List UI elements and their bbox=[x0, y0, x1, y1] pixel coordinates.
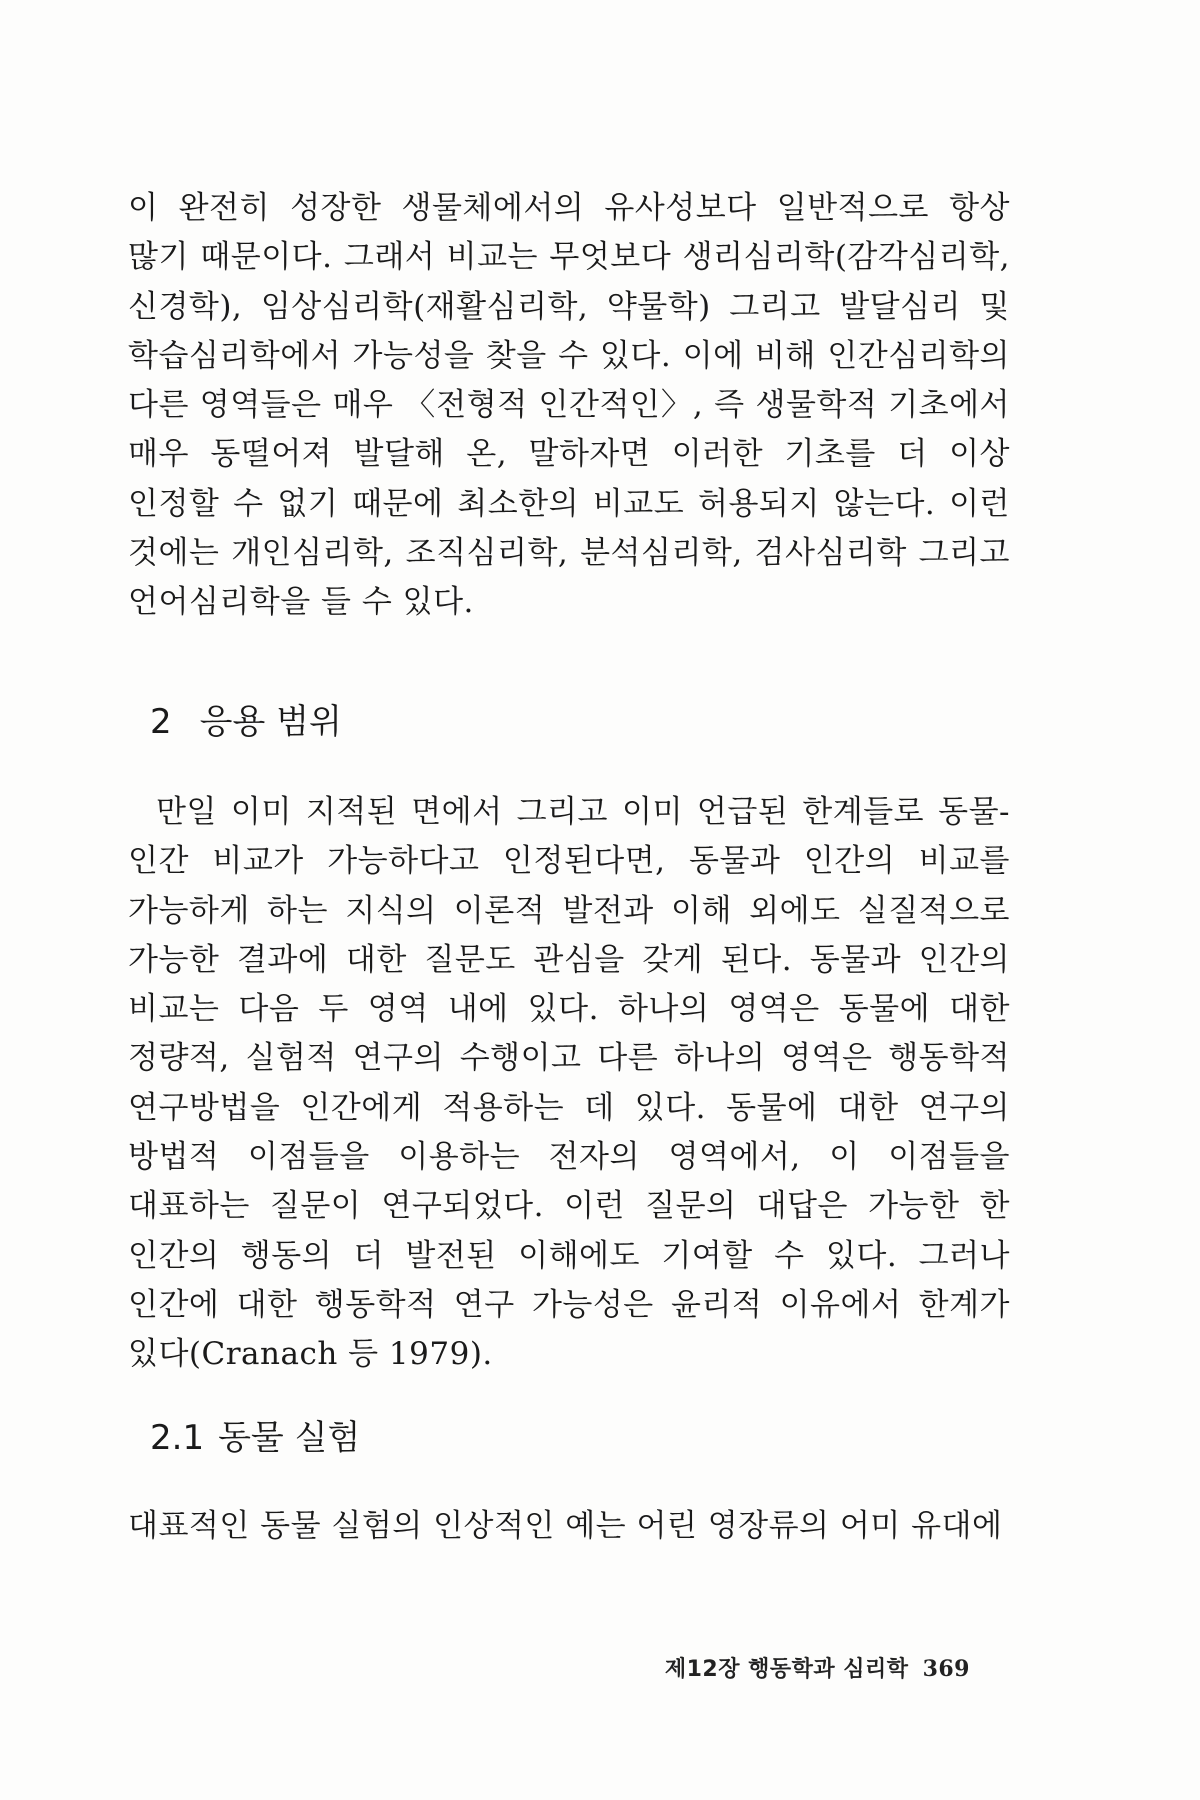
subsection-number: 2.1 bbox=[150, 1418, 205, 1458]
body-paragraph: 대표적인 동물 실험의 인상적인 예는 어린 영장류의 어미 유대에 bbox=[128, 1508, 1003, 1544]
page-footer bbox=[665, 1652, 970, 1683]
subsection-title: 동물 실험 bbox=[218, 1418, 361, 1458]
body-paragraph: 만일 이미 지적된 면에서 그리고 이미 언급된 한계들로 동물-인간 비교가 가능하다고 인정된다면, 동물과 인간의 비교를 가능하게 하는 지식의 이론적 발전과 이해 외에도 실질적으로 가능한 결과에 대한 질문도 관심을 갖게 된다. 동물과 인간의 비교는 다음 두 영역 내에 있다. 하나의 영역은 동물에 대한 정량적, 실험적 연구의 수행이고 다른 하나의 영역은 행동학적 연구방법을 인간에게 적용하는 데 있다. 동물에 대한 연구의 방법적 이점들을 이용하는 전자의 영역에서, 이 이점들을 대표하는 질문이 연구되었다. 이런 질문의 대답은 가능한 한 인간의 행동의 더 발전된 이해에도 기여할 수 있다. 그러나 인간에 대한 행동학적 연구 가능성은 윤리적 이유에서 한계가 있다(Cranach 등 1979). bbox=[128, 794, 1010, 1373]
section-number: 2 bbox=[150, 702, 172, 742]
subsection-heading bbox=[150, 1418, 360, 1458]
running-head: 제12장 행동학과 심리학 bbox=[664, 1657, 909, 1682]
page-number: 369 bbox=[922, 1656, 970, 1682]
section-heading bbox=[150, 702, 342, 742]
body-paragraph: 이 완전히 성장한 생물체에서의 유사성보다 일반적으로 항상 많기 때문이다. 그래서 비교는 무엇보다 생리심리학(감각심리학, 신경학), 임상심리학(재활심리학, 약물학) 그리고 발달심리 및 학습심리학에서 가능성을 찾을 수 있다. 이에 비해 인간심리학의 다른 영역들은 매우 〈전형적 인간적인〉, 즉 생물학적 기초에서 매우 동떨어져 발달해 온, 말하자면 이러한 기초를 더 이상 인정할 수 없기 때문에 최소한의 비교도 허용되지 않는다. 이런 것에는 개인심리학, 조직심리학, 분석심리학, 검사심리학 그리고 언어심리학을 들 수 있다. bbox=[128, 190, 1010, 621]
section-title: 응용 범위 bbox=[199, 702, 342, 742]
